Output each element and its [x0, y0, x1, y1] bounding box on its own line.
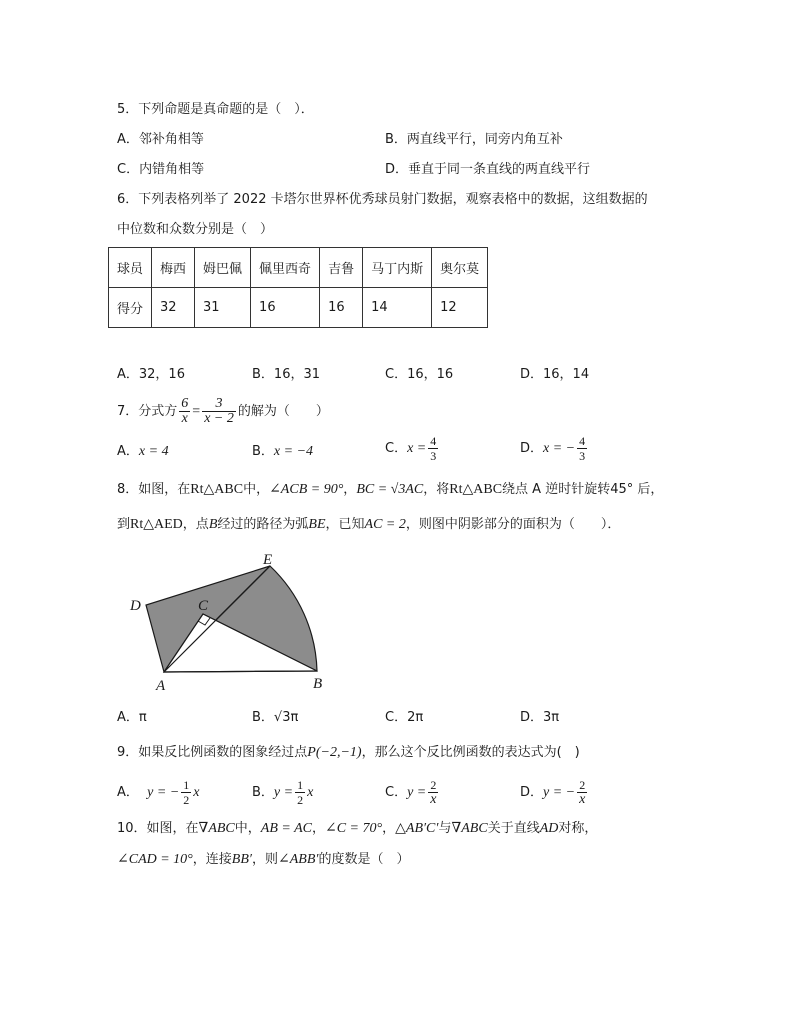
- q8-option-a[interactable]: A．π: [117, 710, 147, 725]
- q7-prefix: 7．分式方: [117, 404, 178, 419]
- option-fraction: [428, 778, 438, 807]
- math: ∇ABC: [198, 821, 235, 836]
- text: ，则: [251, 852, 278, 867]
- option-fraction: [428, 434, 438, 463]
- option-label: D．: [520, 441, 544, 456]
- q6-option-d[interactable]: D．16，14: [520, 367, 590, 382]
- table-cell: 32: [152, 288, 195, 328]
- table-cell: 12: [432, 288, 488, 328]
- text: 绕点 A 逆时针旋转45° 后，: [502, 482, 664, 497]
- option-label: C．: [385, 441, 408, 456]
- table-row: [109, 288, 488, 328]
- text: 中，: [234, 821, 261, 836]
- q8-option-b[interactable]: B．√3π: [252, 710, 299, 725]
- table-cell: 姆巴佩: [195, 248, 251, 288]
- q7-suffix: 的解为（ ）: [237, 404, 329, 419]
- text: 10．如图，在: [117, 821, 199, 836]
- frac-num: 6: [181, 396, 189, 411]
- math: ∠ACB = 90°: [269, 482, 344, 497]
- text: ，那么这个反比例函数的表达式为( ): [361, 745, 580, 760]
- point-label-c: C: [198, 598, 209, 614]
- point-label-a: A: [156, 678, 166, 694]
- frac-num: 3: [202, 397, 236, 412]
- text: 与: [438, 821, 452, 836]
- math: P(−2,−1): [307, 745, 362, 760]
- text: ，: [382, 821, 396, 836]
- math: BC = √3AC: [356, 482, 424, 497]
- q5-option-a[interactable]: A．邻补角相等: [117, 132, 204, 147]
- text: 的度数是（ ）: [318, 852, 410, 867]
- frac-num: 1: [297, 778, 304, 792]
- option-value: x: [307, 785, 314, 800]
- option-fraction: [295, 778, 305, 807]
- frac-den: x − 2: [204, 411, 234, 426]
- table-cell: 佩里西奇: [251, 248, 320, 288]
- table-header-row: [109, 248, 488, 288]
- math: ∇ABC: [451, 821, 488, 836]
- q6-option-b[interactable]: B．16，31: [252, 367, 321, 382]
- frac-den: 3: [579, 449, 586, 463]
- q5-option-c[interactable]: C．内错角相等: [117, 162, 205, 177]
- math: Rt△AED: [130, 517, 183, 532]
- table-cell: 奥尔莫: [432, 248, 488, 288]
- math: AB = AC: [260, 821, 312, 836]
- text: ，点: [182, 517, 209, 532]
- q6-stem-line1: 6．下列表格列举了 2022 卡塔尔世界杯优秀球员射门数据，观察表格中的数据，这组数据的: [117, 192, 648, 207]
- q7-option-b[interactable]: [252, 440, 313, 464]
- option-label: B．: [252, 444, 274, 459]
- text: 8．如图，在: [117, 482, 191, 497]
- q5-option-d[interactable]: D．垂直于同一条直线的两直线平行: [385, 162, 591, 177]
- table-cell: 吉鲁: [320, 248, 363, 288]
- math: BB′: [231, 852, 252, 867]
- frac-num: 4: [430, 434, 437, 448]
- math: ∠ABB′: [277, 852, 319, 867]
- q7-option-a[interactable]: [117, 440, 169, 464]
- option-value: x = 4: [138, 444, 169, 459]
- q9-option-a[interactable]: [117, 776, 200, 810]
- math: BE: [308, 517, 326, 532]
- q10-stem-line1: [117, 820, 597, 838]
- text: ，将: [423, 482, 450, 497]
- math: AD: [539, 821, 559, 836]
- q7-stem: [117, 396, 329, 428]
- option-label: B．: [252, 785, 274, 800]
- frac-num: 2: [428, 778, 438, 793]
- option-fraction: [577, 434, 587, 463]
- option-value: x = −: [543, 441, 576, 456]
- frac-den: 2: [297, 793, 304, 807]
- q8-option-c[interactable]: C．2π: [385, 710, 424, 725]
- frac-num: 2: [577, 778, 587, 793]
- option-value: y = −: [543, 785, 576, 800]
- q8-stem-line1: [117, 481, 663, 499]
- table-cell: 球员: [109, 248, 152, 288]
- table-cell: 得分: [109, 288, 152, 328]
- option-value: x = −4: [273, 444, 314, 459]
- table-cell: 14: [363, 288, 432, 328]
- q6-option-c[interactable]: C．16，16: [385, 367, 454, 382]
- q7-option-c[interactable]: [385, 432, 440, 466]
- q6-score-table: [108, 247, 488, 328]
- table-cell: 31: [195, 288, 251, 328]
- text: ，连接: [192, 852, 232, 867]
- q7-option-d[interactable]: [520, 432, 589, 466]
- frac-den: x: [181, 411, 188, 426]
- text: 对称，: [558, 821, 598, 836]
- q7-fraction-right: [202, 397, 236, 426]
- text: ，: [343, 482, 357, 497]
- q10-stem-line2: [117, 851, 409, 869]
- q9-option-d[interactable]: [520, 776, 589, 810]
- frac-num: 4: [579, 434, 586, 448]
- frac-den: x: [430, 792, 437, 807]
- text: 9．如果反比例函数的图象经过点: [117, 745, 308, 760]
- frac-den: 3: [430, 449, 437, 463]
- table-cell: 梅西: [152, 248, 195, 288]
- text: 关于直线: [487, 821, 540, 836]
- option-fraction: [577, 778, 587, 807]
- text: ，已知: [325, 517, 365, 532]
- option-label: D．: [520, 785, 544, 800]
- option-value: x: [193, 785, 200, 800]
- q8-geometry-figure: [125, 550, 335, 700]
- text: 到: [117, 517, 131, 532]
- q5-option-b[interactable]: B．两直线平行，同旁内角互补: [385, 132, 563, 147]
- point-label-d: D: [130, 598, 141, 614]
- table-cell: 16: [251, 288, 320, 328]
- table-cell: 16: [320, 288, 363, 328]
- option-label: A．: [117, 444, 139, 459]
- table-cell: 马丁内斯: [363, 248, 432, 288]
- q8-option-d[interactable]: D．3π: [520, 710, 560, 725]
- q9-option-b[interactable]: [252, 776, 313, 810]
- option-value: y = −: [147, 785, 180, 800]
- option-label: C．: [385, 785, 408, 800]
- q5-stem: 5．下列命题是真命题的是（ ）．: [117, 102, 314, 117]
- q7-equals: =: [192, 404, 201, 419]
- point-label-e: E: [263, 552, 273, 568]
- q9-option-c[interactable]: [385, 776, 440, 810]
- q8-stem-line2: [117, 516, 620, 534]
- math: ∠C = 70°: [324, 821, 383, 836]
- q6-stem-line2: 中位数和众数分别是（ ）: [117, 222, 274, 237]
- math: ∠CAD = 10°: [117, 852, 193, 867]
- math: Rt△ABC: [449, 482, 503, 497]
- option-value: x =: [407, 441, 427, 456]
- point-label-b: B: [313, 676, 323, 692]
- frac-num: 1: [183, 778, 190, 792]
- text: 经过的路径为弧: [217, 517, 309, 532]
- math: B: [208, 517, 218, 532]
- frac-den: 2: [183, 793, 190, 807]
- option-value: y =: [407, 785, 427, 800]
- text: ，则图中阴影部分的面积为（ ）．: [405, 517, 621, 532]
- q9-stem: [117, 744, 580, 762]
- frac-den: x: [579, 792, 586, 807]
- text: ，: [311, 821, 325, 836]
- math: Rt△ABC: [190, 482, 244, 497]
- math: AC = 2: [364, 517, 406, 532]
- option-value: y =: [273, 785, 294, 800]
- q7-fraction-left: [179, 397, 190, 426]
- option-fraction: [181, 778, 191, 807]
- option-label: A．: [117, 785, 139, 800]
- math: △AB′C′: [395, 821, 439, 836]
- text: 中，: [243, 482, 270, 497]
- q6-option-a[interactable]: A．32，16: [117, 367, 185, 382]
